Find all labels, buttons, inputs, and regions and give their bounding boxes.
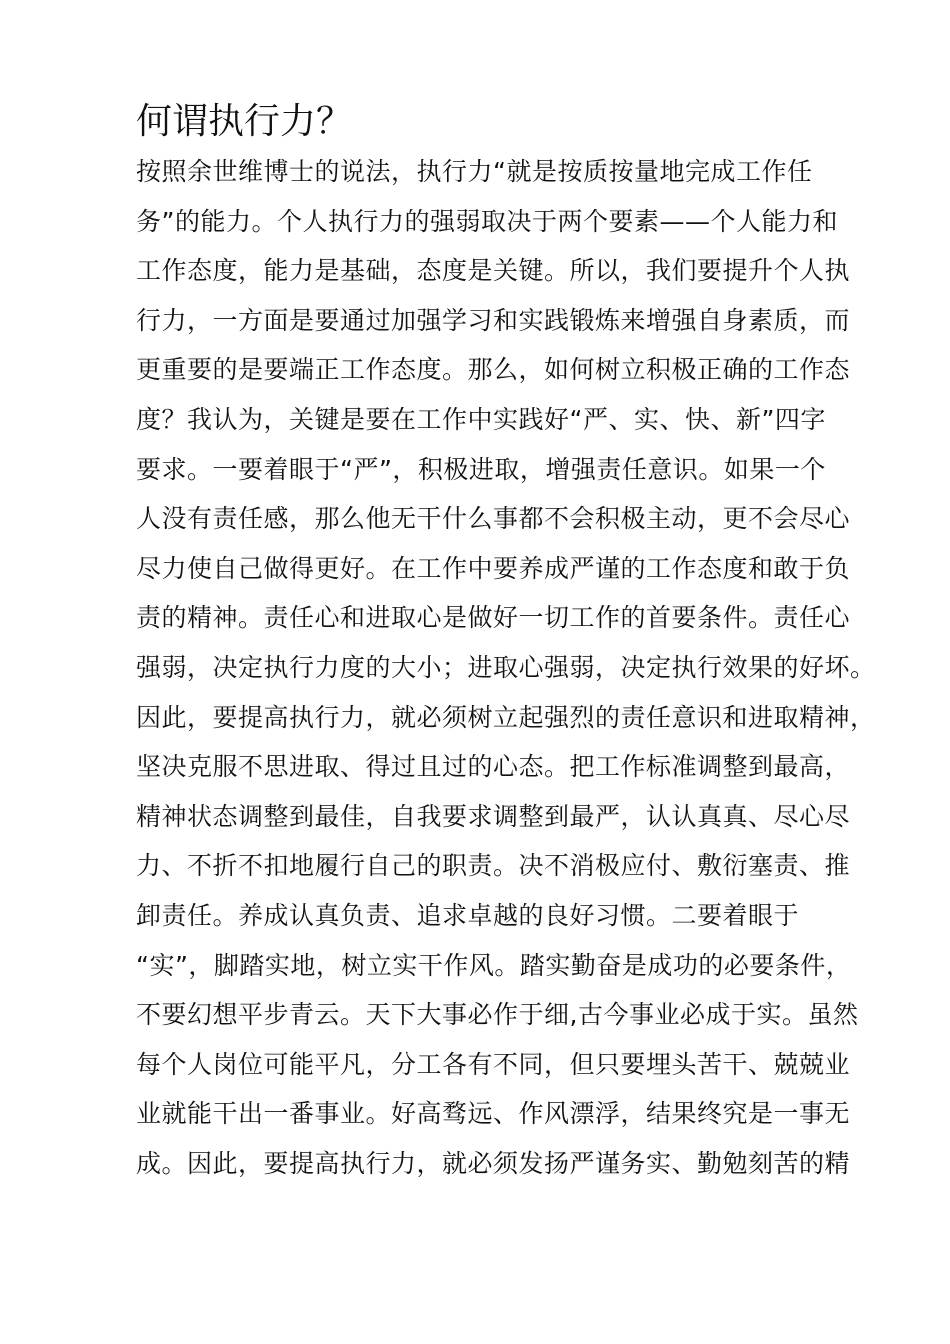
document-title: 何谓执行力？	[136, 101, 353, 142]
body-line: 人没有责任感，那么他无干什么事都不会积极主动，更不会尽心	[136, 504, 851, 534]
body-line: 精神状态调整到最佳，自我要求调整到最严，认认真真、尽心尽	[136, 801, 851, 831]
body-line: 按照余世维博士的说法，执行力“就是按质按量地完成工作任	[136, 157, 813, 186]
body-line: 坚决克服不思进取、得过且过的心态。把工作标准调整到最高，	[136, 752, 851, 782]
body-line: 因此，要提高执行力，就必须树立起强烈的责任意识和进取精神，	[136, 702, 876, 732]
body-line: 卸责任。养成认真负责、追求卓越的良好习惯。二要着眼于	[136, 900, 800, 930]
body-line: 行力，一方面是要通过加强学习和实践锻炼来增强自身素质，而	[136, 305, 851, 335]
body-line: 不要幻想平步青云。天下大事必作于细,古今事业必成于实。虽然	[136, 1000, 859, 1030]
body-line: 强弱，决定执行力度的大小；进取心强弱，决定执行效果的好坏。	[136, 652, 876, 682]
body-line: 度？我认为，关键是要在工作中实践好“严、实、快、新”四字	[136, 404, 826, 434]
body-line: 尽力使自己做得更好。在工作中要养成严谨的工作态度和敢于负	[136, 553, 851, 583]
body-line: 更重要的是要端正工作态度。那么，如何树立积极正确的工作态	[136, 355, 851, 385]
body-line: 责的精神。责任心和进取心是做好一切工作的首要条件。责任心	[136, 603, 851, 633]
body-line: 业就能干出一番事业。好高骛远、作风漂浮，结果终究是一事无	[136, 1099, 851, 1129]
body-line: “实”，脚踏实地，树立实干作风。踏实勤奋是成功的必要条件，	[136, 950, 852, 980]
body-line: 力、不折不扣地履行自己的职责。决不消极应付、敷衍塞责、推	[136, 851, 851, 881]
body-line: 务”的能力。个人执行力的强弱取决于两个要素——个人能力和	[136, 206, 838, 236]
body-line: 工作态度，能力是基础，态度是关键。所以，我们要提升个人执	[136, 256, 851, 286]
document-body	[136, 147, 876, 1188]
body-line: 成。因此，要提高执行力，就必须发扬严谨务实、勤勉刻苦的精	[136, 1148, 851, 1178]
body-line: 要求。一要着眼于“严”，积极进取，增强责任意识。如果一个	[136, 454, 826, 484]
body-line: 每个人岗位可能平凡，分工各有不同，但只要埋头苦干、兢兢业	[136, 1049, 851, 1079]
